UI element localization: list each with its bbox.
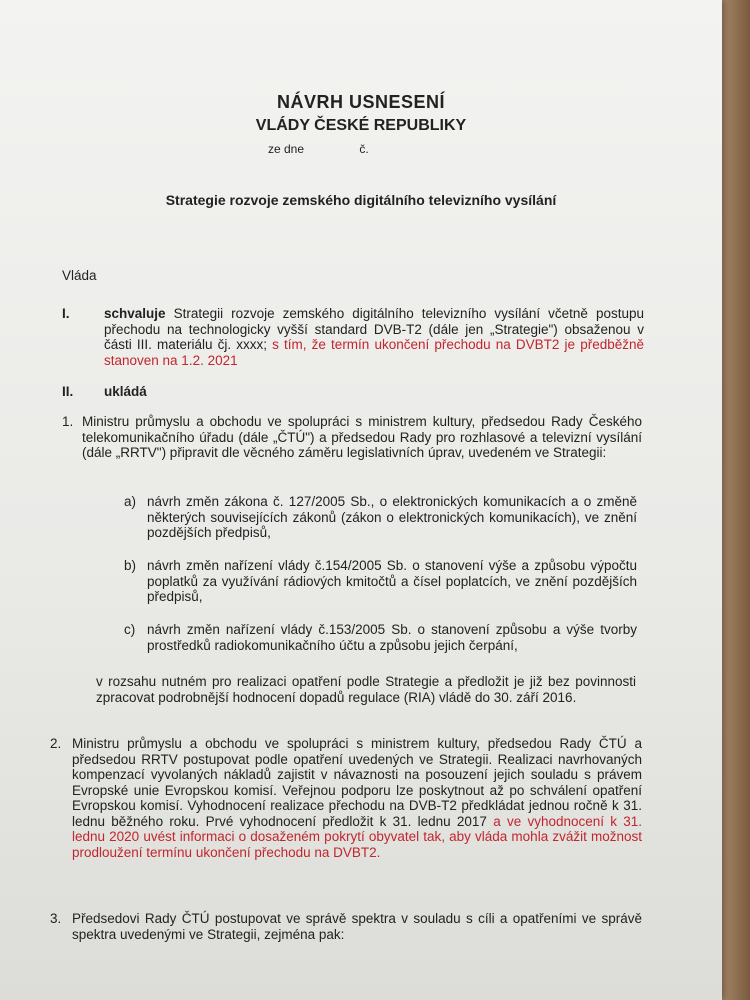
document-title: NÁVRH USNESENÍ: [276, 92, 446, 112]
section-1-verb: schvaluje: [104, 306, 166, 321]
subitem-a-letter: a): [124, 494, 137, 509]
item-1-closing: v rozsahu nutném pro realizaci opatření podle Strategie a předložit je již bez povinnosti zpracovat podrobnější hodnocení dopadů regulace (RIA) vládě do 30. září 2016.: [96, 674, 636, 705]
number-label: č.: [359, 142, 369, 156]
section-1-text: [104, 306, 644, 368]
resolution-subject: Strategie rozvoje zemského digitálního televizního vysílání: [165, 192, 557, 208]
subitem-c-letter: c): [124, 622, 136, 637]
date-label: ze dne: [268, 142, 305, 156]
section-1-numeral: I.: [62, 306, 70, 321]
item-3-number: 3.: [50, 911, 62, 926]
subitem-a-text: návrh změn zákona č. 127/2005 Sb., o elektronických komunikacích a o změně některých souvisejících zákonů (zákon o elektronických komunikacích), ve znění pozdějších předpisů,: [147, 494, 637, 540]
section-2-verb: ukládá: [104, 384, 147, 399]
item-2-body: Ministru průmyslu a obchodu ve spolupráci s ministrem kultury, předsedou Rady ČTÚ a předsedou RRTV postupovat podle opatření uvedených ve Strategii. Realizaci navrhovaných kompenzací vyvolaných nákladů zajistit v návaznosti na posouzení jejich souladu s právem Evropské unie Evropskou komisí. Veřejnou podporu lze poskytnout až po schválení opatření Evropskou komisí. Vyhodnocení realizace přechodu na DVB-T2 předkládat jednou ročně k 31. lednu běžného roku. Prvé vyhodnocení předložit k 31. lednu 2017: [72, 736, 642, 829]
subitem-c-text: návrh změn nařízení vlády č.153/2005 Sb. o stanovení způsobu a výše tvorby prostředků radiokomunikačního účtu a způsobu jejich čerpání,: [147, 622, 637, 653]
item-3-text: Předsedovi Rady ČTÚ postupovat ve správě spektra v souladu s cíli a opatřeními ve správě spektra uvedenými ve Strategii, zejména pak:: [72, 911, 642, 942]
item-1-text: Ministru průmyslu a obchodu ve spolupráci s ministrem kultury, předsedou Rady Českého telekomunikačního úřadu (dále „ČTÚ") a předsedou Rady pro rozhlasové a televizní vysílání (dále „RRTV") připravit dle věcného záměru legislativních úprav, uvedeném ve Strategii:: [82, 414, 642, 460]
item-2-number: 2.: [50, 736, 62, 751]
item-2-text: [72, 736, 642, 860]
item-2-red-note: a ve vyhodnocení k 31. lednu 2020 uvést informaci o dosaženém pokrytí obyvatel tak, aby vláda mohla zvážit možnost prodloužení termínu ukončení přechodu na DVBT2.: [72, 813, 643, 860]
subitem-b-text: návrh změn nařízení vlády č.154/2005 Sb. o stanovení výše a způsobu výpočtu poplatků za využívání rádiových kmitočtů a čísel poplatcích, ve znění pozdějších předpisů,: [147, 558, 637, 604]
item-1-number: 1.: [62, 414, 74, 429]
government-label: Vláda: [62, 268, 97, 283]
date-line: [268, 142, 369, 156]
section-1-red-note: s tím, že termín ukončení přechodu na DVBT2 je předběžně stanoven na 1.2. 2021: [104, 337, 644, 368]
document-subtitle: VLÁDY ČESKÉ REPUBLIKY: [255, 117, 467, 134]
subitem-b-letter: b): [124, 558, 137, 573]
section-2-numeral: II.: [62, 384, 74, 399]
section-1-body: Strategii rozvoje zemského digitálního televizního vysílání včetně postupu přechodu na technologicky vyšší standard DVB-T2 (dále jen „Strategie") obsaženou v části III. materiálu čj. xxxx;: [104, 306, 644, 352]
